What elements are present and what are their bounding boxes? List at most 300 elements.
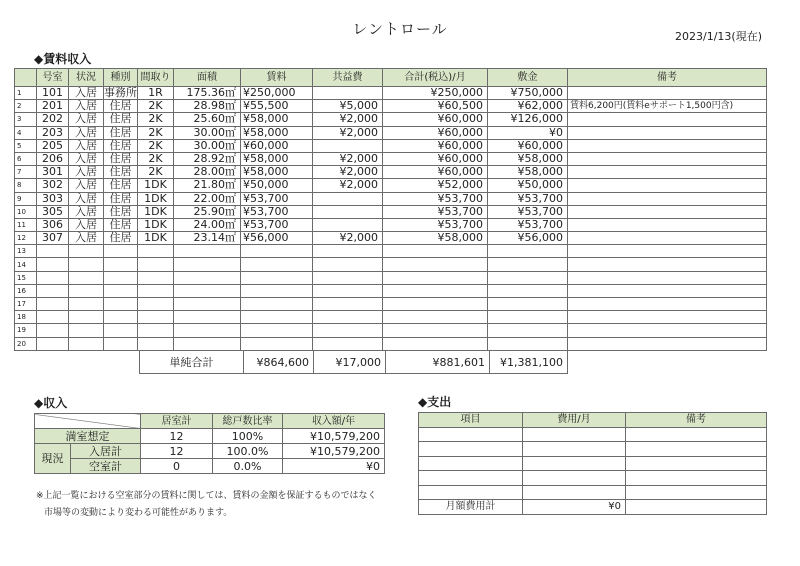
area-cell: 22.00㎡ — [174, 192, 241, 205]
room-cell: 201 — [37, 100, 69, 113]
deposit-cell — [488, 324, 568, 337]
rent-cell: ¥58,000 — [241, 166, 313, 179]
rent-cell — [241, 324, 313, 337]
header-total: 合計(税込)/月 — [383, 69, 488, 87]
area-cell — [174, 284, 241, 297]
income-current-label: 現況 — [35, 444, 71, 474]
type-cell — [104, 298, 138, 311]
header-type: 種別 — [104, 69, 138, 87]
room-cell — [37, 271, 69, 284]
table-row — [15, 298, 767, 311]
fee-cell: ¥2,000 — [313, 232, 383, 245]
income-vacant-ratio: 0.0% — [213, 459, 283, 474]
note-cell — [568, 232, 767, 245]
income-vacant-row — [35, 459, 385, 474]
layout-cell — [138, 337, 174, 350]
total-cell: ¥53,700 — [383, 192, 488, 205]
total-cell: ¥60,000 — [383, 126, 488, 139]
room-cell: 303 — [37, 192, 69, 205]
table-row — [15, 100, 767, 113]
area-cell — [174, 337, 241, 350]
income-table — [34, 413, 385, 474]
rent-cell: ¥58,000 — [241, 152, 313, 165]
note-cell — [568, 337, 767, 350]
room-cell — [37, 245, 69, 258]
totals-fee: ¥17,000 — [314, 351, 386, 374]
rent-cell: ¥58,000 — [241, 113, 313, 126]
header-note: 備考 — [568, 69, 767, 87]
row-index: 4 — [15, 126, 37, 139]
total-cell: ¥60,000 — [383, 113, 488, 126]
note-cell — [568, 324, 767, 337]
fee-cell: ¥2,000 — [313, 152, 383, 165]
income-header-row — [35, 414, 385, 429]
deposit-cell: ¥53,700 — [488, 192, 568, 205]
footnote-line: ※上記一覧における空室部分の賃料に関しては、賃料の金額を保証するものではなく — [36, 491, 377, 501]
status-cell: 入居 — [69, 205, 104, 218]
row-index: 6 — [15, 152, 37, 165]
area-cell: 21.80㎡ — [174, 179, 241, 192]
row-index: 16 — [15, 284, 37, 297]
status-cell: 入居 — [69, 218, 104, 231]
fee-cell — [313, 205, 383, 218]
total-cell: ¥60,000 — [383, 139, 488, 152]
table-row — [15, 192, 767, 205]
deposit-cell: ¥60,000 — [488, 139, 568, 152]
area-cell: 175.36㎡ — [174, 87, 241, 100]
area-cell: 30.00㎡ — [174, 139, 241, 152]
deposit-cell — [488, 245, 568, 258]
layout-cell: 2K — [138, 139, 174, 152]
total-cell: ¥58,000 — [383, 232, 488, 245]
row-index: 1 — [15, 87, 37, 100]
total-cell: ¥250,000 — [383, 87, 488, 100]
status-cell: 入居 — [69, 139, 104, 152]
total-cell — [383, 258, 488, 271]
fee-cell — [313, 337, 383, 350]
income-occupied-row — [35, 444, 385, 459]
area-cell — [174, 271, 241, 284]
income-full-label: 満室想定 — [35, 429, 141, 444]
layout-cell: 1DK — [138, 179, 174, 192]
expense-row — [419, 442, 767, 457]
rent-cell: ¥60,000 — [241, 139, 313, 152]
note-cell — [568, 271, 767, 284]
note-cell — [568, 311, 767, 324]
totals-table — [139, 350, 568, 374]
income-full-rooms: 12 — [141, 429, 213, 444]
row-index: 3 — [15, 113, 37, 126]
table-row — [15, 205, 767, 218]
total-cell: ¥60,000 — [383, 152, 488, 165]
deposit-cell: ¥53,700 — [488, 205, 568, 218]
room-cell: 101 — [37, 87, 69, 100]
status-cell — [69, 337, 104, 350]
deposit-cell: ¥58,000 — [488, 152, 568, 165]
area-cell — [174, 298, 241, 311]
type-cell: 事務所 — [104, 86, 137, 100]
layout-cell: 2K — [138, 100, 174, 113]
table-row — [15, 179, 767, 192]
type-cell — [104, 311, 138, 324]
type-cell — [104, 258, 138, 271]
deposit-cell — [488, 298, 568, 311]
rent-cell: ¥55,500 — [241, 100, 313, 113]
table-row — [15, 258, 767, 271]
income-occupied-rooms: 12 — [141, 444, 213, 459]
deposit-cell: ¥750,000 — [488, 87, 568, 100]
total-cell: ¥60,000 — [383, 166, 488, 179]
income-header-ratio: 総戸数比率 — [213, 414, 283, 429]
table-row — [15, 284, 767, 297]
rent-cell: ¥250,000 — [241, 87, 313, 100]
row-index: 15 — [15, 271, 37, 284]
area-cell: 30.00㎡ — [174, 126, 241, 139]
area-cell: 25.90㎡ — [174, 205, 241, 218]
expense-row — [419, 485, 767, 500]
income-occupied-amount: ¥10,579,200 — [283, 444, 385, 459]
deposit-cell: ¥53,700 — [488, 218, 568, 231]
status-cell — [69, 258, 104, 271]
note-cell — [568, 179, 767, 192]
total-cell — [383, 245, 488, 258]
status-cell — [69, 298, 104, 311]
total-cell — [383, 284, 488, 297]
layout-cell — [138, 311, 174, 324]
total-cell: ¥53,700 — [383, 205, 488, 218]
type-cell: 住居 — [104, 205, 138, 218]
status-cell: 入居 — [69, 152, 104, 165]
layout-cell: 1DK — [138, 205, 174, 218]
layout-cell — [138, 324, 174, 337]
total-cell — [383, 271, 488, 284]
room-cell — [37, 311, 69, 324]
note-cell — [568, 126, 767, 139]
status-cell: 入居 — [69, 113, 104, 126]
income-full-amount: ¥10,579,200 — [283, 429, 385, 444]
rent-cell — [241, 298, 313, 311]
area-cell — [174, 311, 241, 324]
note-cell: 賃料6,200円(賃料eサポート1,500円含) — [568, 100, 767, 113]
note-cell — [568, 166, 767, 179]
status-cell: 入居 — [69, 166, 104, 179]
room-cell: 206 — [37, 152, 69, 165]
deposit-cell: ¥50,000 — [488, 179, 568, 192]
row-index: 7 — [15, 166, 37, 179]
header-area: 面積 — [174, 69, 241, 87]
status-cell: 入居 — [69, 100, 104, 113]
room-cell: 301 — [37, 166, 69, 179]
fee-cell — [313, 311, 383, 324]
header-deposit: 敷金 — [488, 69, 568, 87]
fee-cell — [313, 324, 383, 337]
total-cell — [383, 298, 488, 311]
total-cell: ¥60,500 — [383, 100, 488, 113]
layout-cell: 2K — [138, 152, 174, 165]
total-cell — [383, 324, 488, 337]
status-cell: 入居 — [69, 179, 104, 192]
type-cell: 住居 — [104, 232, 138, 245]
fee-cell — [313, 245, 383, 258]
row-index: 14 — [15, 258, 37, 271]
fee-cell: ¥5,000 — [313, 100, 383, 113]
room-cell: 306 — [37, 218, 69, 231]
type-cell — [104, 271, 138, 284]
fee-cell — [313, 271, 383, 284]
row-index: 19 — [15, 324, 37, 337]
row-index: 5 — [15, 139, 37, 152]
expense-section-title: ◆支出 — [418, 395, 452, 409]
room-cell: 302 — [37, 179, 69, 192]
rent-cell — [241, 271, 313, 284]
room-cell: 202 — [37, 113, 69, 126]
area-cell: 24.00㎡ — [174, 218, 241, 231]
note-cell — [568, 245, 767, 258]
header-room: 号室 — [37, 69, 69, 87]
table-row — [15, 337, 767, 350]
type-cell — [104, 324, 138, 337]
area-cell: 25.60㎡ — [174, 113, 241, 126]
room-cell — [37, 337, 69, 350]
status-cell — [69, 271, 104, 284]
rent-cell: ¥53,700 — [241, 218, 313, 231]
expense-row — [419, 427, 767, 442]
rent-section-title: ◆賃料収入 — [34, 52, 92, 66]
income-corner-cell — [35, 414, 141, 429]
rent-cell — [241, 284, 313, 297]
fee-cell: ¥2,000 — [313, 126, 383, 139]
expense-header-item: 項目 — [419, 413, 523, 428]
header-status: 状況 — [69, 69, 104, 87]
type-cell: 住居 — [104, 166, 138, 179]
table-row — [15, 152, 767, 165]
total-cell: ¥52,000 — [383, 179, 488, 192]
deposit-cell — [488, 311, 568, 324]
rent-cell — [241, 337, 313, 350]
totals-label: 単純合計 — [140, 351, 244, 374]
row-index: 8 — [15, 179, 37, 192]
row-index: 2 — [15, 100, 37, 113]
type-cell: 住居 — [104, 126, 138, 139]
rent-cell — [241, 258, 313, 271]
rent-cell — [241, 311, 313, 324]
room-cell — [37, 298, 69, 311]
table-row — [15, 245, 767, 258]
status-cell — [69, 245, 104, 258]
note-cell — [568, 192, 767, 205]
area-cell: 23.14㎡ — [174, 232, 241, 245]
row-index: 12 — [15, 232, 37, 245]
deposit-cell: ¥56,000 — [488, 232, 568, 245]
row-index: 20 — [15, 337, 37, 350]
expense-total-value: ¥0 — [523, 500, 626, 515]
table-row — [15, 218, 767, 231]
note-cell — [568, 258, 767, 271]
expense-table — [418, 412, 767, 515]
area-cell — [174, 245, 241, 258]
rent-cell: ¥53,700 — [241, 192, 313, 205]
layout-cell: 1DK — [138, 218, 174, 231]
expense-row — [419, 471, 767, 486]
note-cell — [568, 205, 767, 218]
note-cell — [568, 284, 767, 297]
layout-cell: 2K — [138, 113, 174, 126]
type-cell: 住居 — [104, 192, 138, 205]
status-cell: 入居 — [69, 192, 104, 205]
rent-table-body — [15, 87, 767, 351]
income-vacant-amount: ¥0 — [283, 459, 385, 474]
area-cell: 28.00㎡ — [174, 166, 241, 179]
fee-cell — [313, 258, 383, 271]
deposit-cell: ¥126,000 — [488, 113, 568, 126]
footnote — [36, 488, 377, 522]
room-cell — [37, 258, 69, 271]
report-date: 2023/1/13(現在) — [675, 30, 762, 43]
total-cell — [383, 337, 488, 350]
type-cell: 住居 — [104, 152, 138, 165]
row-index: 17 — [15, 298, 37, 311]
layout-cell: 2K — [138, 126, 174, 139]
deposit-cell — [488, 337, 568, 350]
income-vacant-rooms: 0 — [141, 459, 213, 474]
row-index: 10 — [15, 205, 37, 218]
fee-cell: ¥2,000 — [313, 179, 383, 192]
fee-cell — [313, 298, 383, 311]
layout-cell — [138, 271, 174, 284]
deposit-cell — [488, 258, 568, 271]
note-cell — [568, 152, 767, 165]
expense-header-cost: 費用/月 — [523, 413, 626, 428]
table-row — [15, 232, 767, 245]
room-cell — [37, 284, 69, 297]
income-full-ratio: 100% — [213, 429, 283, 444]
status-cell — [69, 324, 104, 337]
fee-cell — [313, 284, 383, 297]
layout-cell: 2K — [138, 166, 174, 179]
rent-cell: ¥58,000 — [241, 126, 313, 139]
type-cell — [104, 337, 138, 350]
totals-row — [140, 351, 568, 374]
income-vacant-label: 空室計 — [71, 459, 141, 474]
rent-roll-table — [14, 68, 767, 351]
layout-cell — [138, 298, 174, 311]
rent-cell: ¥50,000 — [241, 179, 313, 192]
note-cell — [568, 218, 767, 231]
table-row — [15, 87, 767, 100]
status-cell: 入居 — [69, 87, 104, 100]
deposit-cell: ¥58,000 — [488, 166, 568, 179]
rent-cell — [241, 245, 313, 258]
type-cell: 住居 — [104, 179, 138, 192]
type-cell: 住居 — [104, 218, 138, 231]
status-cell — [69, 284, 104, 297]
table-row — [15, 311, 767, 324]
row-index: 13 — [15, 245, 37, 258]
income-full-row — [35, 429, 385, 444]
room-cell: 205 — [37, 139, 69, 152]
area-cell — [174, 324, 241, 337]
note-cell — [568, 113, 767, 126]
header-fee: 共益費 — [313, 69, 383, 87]
income-header-amount: 収入額/年 — [283, 414, 385, 429]
deposit-cell — [488, 284, 568, 297]
status-cell — [69, 311, 104, 324]
table-row — [15, 126, 767, 139]
income-occupied-ratio: 100.0% — [213, 444, 283, 459]
note-cell — [568, 139, 767, 152]
income-header-rooms: 居室計 — [141, 414, 213, 429]
status-cell: 入居 — [69, 232, 104, 245]
total-cell: ¥53,700 — [383, 218, 488, 231]
expense-total-row — [419, 500, 767, 515]
income-section-title: ◆収入 — [34, 396, 68, 410]
expense-row — [419, 456, 767, 471]
fee-cell — [313, 87, 383, 100]
type-cell: 住居 — [104, 139, 138, 152]
deposit-cell: ¥0 — [488, 126, 568, 139]
expense-header-note: 備考 — [626, 413, 767, 428]
fee-cell: ¥2,000 — [313, 166, 383, 179]
layout-cell: 1DK — [138, 192, 174, 205]
area-cell — [174, 258, 241, 271]
note-cell — [568, 87, 767, 100]
layout-cell — [138, 245, 174, 258]
total-cell — [383, 311, 488, 324]
table-row — [15, 113, 767, 126]
fee-cell — [313, 192, 383, 205]
row-index: 11 — [15, 218, 37, 231]
area-cell: 28.98㎡ — [174, 100, 241, 113]
layout-cell — [138, 258, 174, 271]
note-cell — [568, 298, 767, 311]
area-cell: 28.92㎡ — [174, 152, 241, 165]
header-layout: 間取り — [138, 69, 174, 87]
table-row — [15, 166, 767, 179]
expense-header-row — [419, 413, 767, 428]
expense-total-label: 月額費用計 — [419, 500, 523, 515]
totals-rent: ¥864,600 — [244, 351, 314, 374]
type-cell — [104, 245, 138, 258]
room-cell: 203 — [37, 126, 69, 139]
page-title: レントロール — [352, 20, 448, 38]
room-cell — [37, 324, 69, 337]
status-cell: 入居 — [69, 126, 104, 139]
table-row — [15, 324, 767, 337]
rent-header-row — [15, 69, 767, 87]
totals-deposit: ¥1,381,100 — [490, 351, 568, 374]
deposit-cell: ¥62,000 — [488, 100, 568, 113]
deposit-cell — [488, 271, 568, 284]
table-row — [15, 139, 767, 152]
fee-cell — [313, 218, 383, 231]
layout-cell: 1R — [138, 87, 174, 100]
layout-cell: 1DK — [138, 232, 174, 245]
footnote-line: 市場等の変動により変わる可能性があります。 — [44, 508, 233, 518]
table-row — [15, 271, 767, 284]
header-rent: 賃料 — [241, 69, 313, 87]
room-cell: 305 — [37, 205, 69, 218]
totals-total: ¥881,601 — [386, 351, 490, 374]
income-occupied-label: 入居計 — [71, 444, 141, 459]
row-index: 18 — [15, 311, 37, 324]
rent-cell: ¥56,000 — [241, 232, 313, 245]
fee-cell: ¥2,000 — [313, 113, 383, 126]
fee-cell — [313, 139, 383, 152]
row-index: 9 — [15, 192, 37, 205]
type-cell — [104, 284, 138, 297]
header-index — [15, 69, 37, 87]
layout-cell — [138, 284, 174, 297]
